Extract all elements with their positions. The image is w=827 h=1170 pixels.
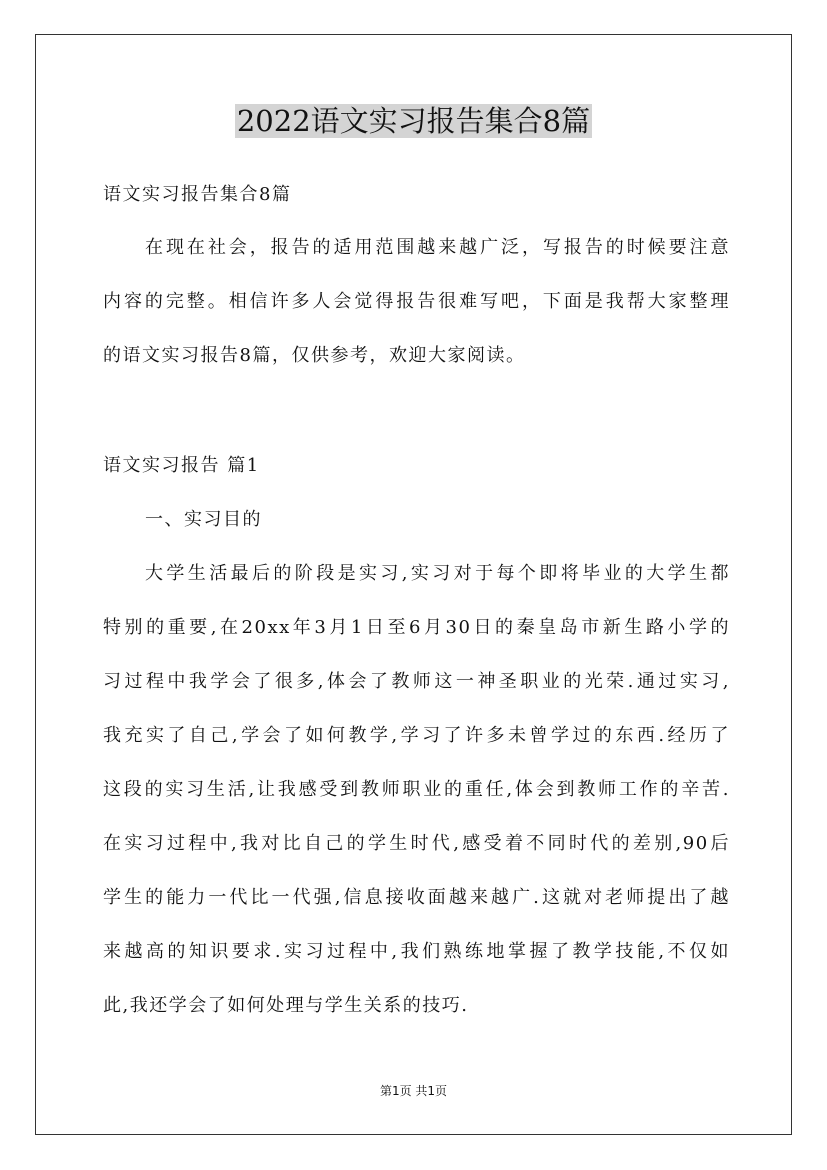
document-title [0, 100, 827, 142]
body-line-3: 习过程中我学会了很多,体会了教师这一神圣职业的光荣.通过实习, [103, 671, 730, 692]
subtitle: 语文实习报告集合8篇 [103, 184, 292, 205]
body-line-4: 我充实了自己,学会了如何教学,学习了许多未曾学过的东西.经历了 [103, 725, 730, 746]
intro-line-2: 内容的完整。相信许多人会觉得报告很难写吧，下面是我帮大家整理 [103, 291, 730, 312]
body-line-1: 大学生活最后的阶段是实习,实习对于每个即将毕业的大学生都 [145, 563, 730, 584]
intro-line-1: 在现在社会，报告的适用范围越来越广泛，写报告的时候要注意 [145, 237, 730, 258]
body-line-2: 特别的重要,在20xx年3月1日至6月30日的秦皇岛市新生路小学的 [103, 617, 730, 638]
body-line-8: 来越高的知识要求.实习过程中,我们熟练地掌握了教学技能,不仅如 [103, 941, 730, 962]
body-line-5: 这段的实习生活,让我感受到教师职业的重任,体会到教师工作的辛苦. [103, 779, 730, 800]
subsection-heading: 一、实习目的 [145, 509, 262, 530]
page-number-footer: 第1页 共1页 [379, 1084, 448, 1098]
body-line-7: 学生的能力一代比一代强,信息接收面越来越广.这就对老师提出了越 [103, 887, 730, 908]
title-text: 2022语文实习报告集合8篇 [236, 104, 591, 138]
section-heading: 语文实习报告 篇1 [103, 455, 260, 476]
body-line-6: 在实习过程中,我对比自己的学生时代,感受着不同时代的差别,90后 [103, 833, 730, 854]
body-line-9: 此,我还学会了如何处理与学生关系的技巧. [103, 995, 469, 1016]
intro-line-3: 的语文实习报告8篇，仅供参考，欢迎大家阅读。 [103, 345, 526, 366]
